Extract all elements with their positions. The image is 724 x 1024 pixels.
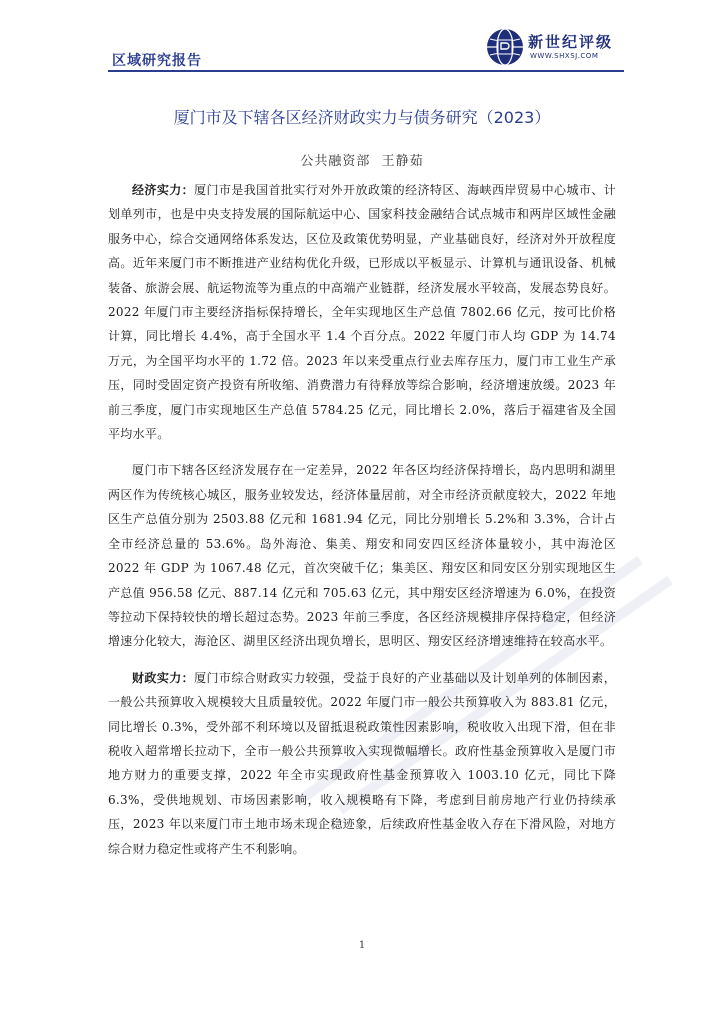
paragraph-economic-strength (108, 178, 616, 446)
globe-logo-icon (486, 28, 524, 66)
page-number: 1 (358, 940, 366, 951)
paragraph-lead: 经济实力： (132, 183, 195, 197)
author-name: 王静茹 (381, 154, 424, 169)
paragraph-text: 厦门市下辖各区经济发展存在一定差异，2022 年各区均经济保持增长，岛内思明和湖里两区作为传统核心城区，服务业较发达，经济体量居前，对全市经济贡献度较大，2022 年地区生产总值分别为 2503.88 亿元和 1681.94 亿元，同比分别增长 5.2%和 3.3%，合计占全市经济总量的 53.6%。岛外海沧、集美、翔安和同安四区经济体量较小，其中海沧区 2022 年 GDP 为 1067.48 亿元，首次突破千亿；集美区、翔安区和同安区分别实现地区生产总值 956.58 亿元、887.14 亿元和 705.63 亿元，其中翔安区经济增速为 6.0%，在投资等拉动下保持较快的增长超过态势。2023 年前三季度，各区经济规模排序保持稳定，但经济增速分化较大，海沧区、湖里区经济出现负增长，思明区、翔安区经济增速维持在较高水平。 (108, 463, 616, 649)
company-logo (486, 28, 636, 70)
paragraph-text: 厦门市综合财政实力较强，受益于良好的产业基础以及计划单列的体制因素，一般公共预算收入规模较大且质量较优。2022 年厦门市一般公共预算收入为 883.81 亿元，同比增长 0.3%，受外部不利环境以及留抵退税政策性因素影响，税收收入出现下滑，但在非税收入超常增长拉动下，全市一般公共预算收入实现微幅增长。政府性基金预算收入是厦门市地方财力的重要支撑，2022 年全市实现政府性基金预算收入 1003.10 亿元，同比下降 6.3%，受供地规划、市场因素影响，收入规模略有下降，考虑到目前房地产行业仍持续承压，2023 年以来厦门市土地市场未现企稳迹象，后续政府性基金收入存在下滑风险，对地方综合财力稳定性或将产生不利影响。 (108, 670, 616, 856)
logo-url: WWW.SHXSJ.COM (530, 52, 599, 60)
paragraph-text: 厦门市是我国首批实行对外开放政策的经济特区、海峡西岸贸易中心城市、计划单列市，也是中央支持发展的国际航运中心、国家科技金融结合试点城市和两岸区域性金融服务中心，综合交通网络体系发达，区位及政策优势明显，产业基础良好，经济对外开放程度高。近年来厦门市不断推进产业结构优化升级，已形成以平板显示、计算机与通讯设备、机械装备、旅游会展、航运物流等为重点的中高端产业链群，经济发展水平较高，发展态势良好。2022 年厦门市主要经济指标保持增长，全年实现地区生产总值 7802.66 亿元，按可比价格计算，同比增长 4.4%，高于全国水平 1.4 个百分点。2022 年厦门市人均 GDP 为 14.74 万元，为全国平均水平的 1.72 倍。2023 年以来受重点行业去库存压力，厦门市工业生产承压，同时受固定资产投资有所收缩、消费潜力有待释放等综合影响，经济增速放缓。2023 年前三季度，厦门市实现地区生产总值 5784.25 亿元，同比增长 2.0%，落后于福建省及全国平均水平。 (108, 183, 616, 442)
paragraph-lead: 财政实力： (132, 670, 195, 685)
section-label: 区域研究报告 (112, 53, 202, 69)
header-divider (108, 70, 624, 72)
authors-line (108, 150, 616, 169)
document-title: 厦门市及下辖各区经济财政实力与债务研究（2023） (173, 108, 551, 127)
report-body (108, 178, 616, 873)
paragraph-fiscal-strength (108, 666, 616, 861)
logo-name: 新世纪评级 (528, 33, 614, 51)
report-header (0, 0, 724, 76)
paragraph-district-economy (108, 458, 616, 653)
department: 公共融资部 (300, 154, 371, 169)
